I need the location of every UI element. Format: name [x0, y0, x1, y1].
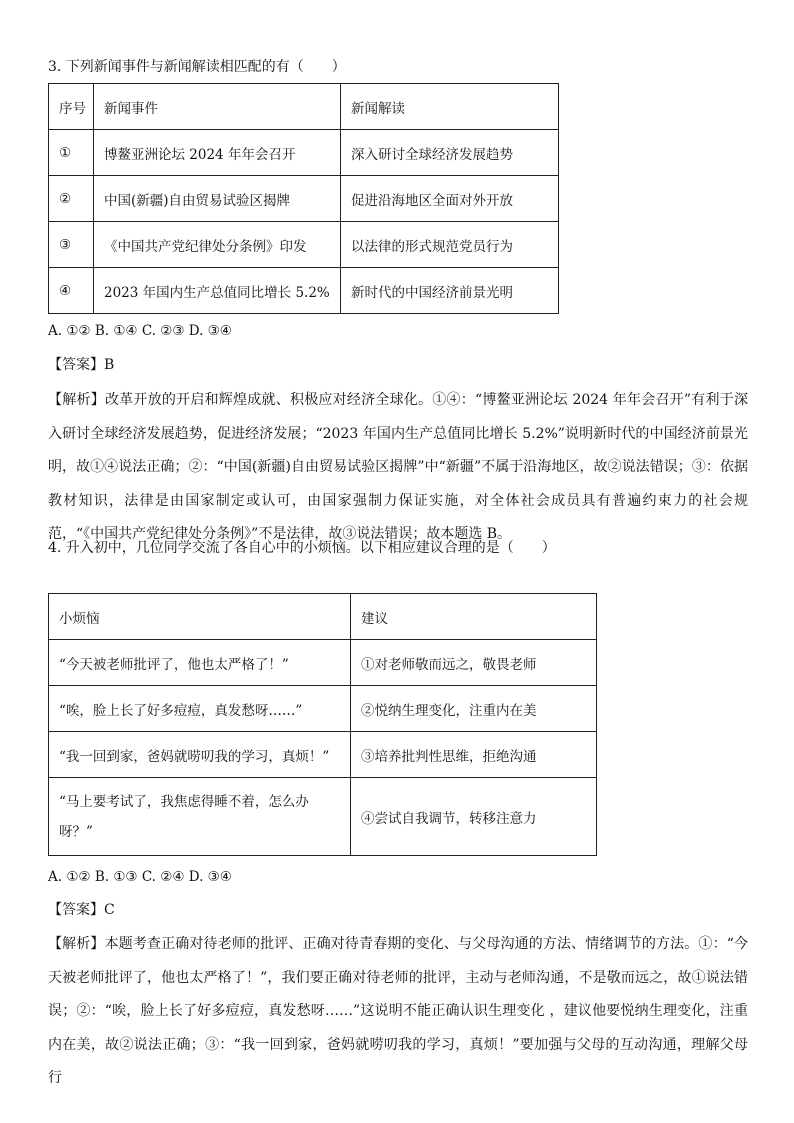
question-4-choices: A. ①② B. ①③ C. ②④ D. ③④	[48, 869, 232, 885]
table-cell: ③	[49, 222, 94, 268]
table-cell: ①	[49, 130, 94, 176]
answer-label: 【答案】	[48, 902, 104, 918]
table-row	[49, 176, 559, 222]
header-cell: 新闻事件	[94, 84, 341, 130]
table-header-row	[49, 594, 597, 640]
table-row	[49, 222, 559, 268]
table-row	[49, 686, 597, 732]
question-3-answer	[48, 355, 114, 375]
table-cell: 中国(新疆)自由贸易试验区揭牌	[94, 176, 341, 222]
analysis-label: 【解析】	[48, 392, 105, 408]
question-3-analysis	[48, 384, 748, 552]
table-cell: 促进沿海地区全面对外开放	[341, 176, 559, 222]
table-cell: ①对老师敬而远之，敬畏老师	[351, 640, 597, 686]
analysis-text: 本题考查正确对待老师的批评、正确对待青春期的变化、与父母沟通的方法、情绪调节的方法。①：“今天被老师批评了，他也太严格了！”，我们要正确对待老师的批评，主动与老师沟通，不是敬而远之，故①说法错误；②：“唉，脸上长了好多痘痘，真发愁呀……”这说明不能正确认识生理变化 ，建议他要悦纳生理变化，注重内在美，故②说法正确；③：“我一回到家，爸妈就唠叨我的学习，真烦！”要加强与父母的互动沟通，理解父母行	[48, 936, 749, 1086]
table-row	[49, 130, 559, 176]
table-row	[49, 268, 559, 314]
question-4-analysis	[48, 928, 748, 1096]
table-cell: 2023 年国内生产总值同比增长 5.2%	[94, 268, 341, 314]
question-3-title: 3. 下列新闻事件与新闻解读相匹配的有（ ）	[48, 59, 346, 75]
table-cell: “马上要考试了，我焦虑得睡不着，怎么办呀？”	[49, 778, 351, 856]
table-cell: “今天被老师批评了，他也太严格了！”	[49, 640, 351, 686]
table-cell: ③培养批判性思维，拒绝沟通	[351, 732, 597, 778]
answer-value: B	[104, 357, 115, 373]
table-row	[49, 778, 597, 856]
header-cell: 序号	[49, 84, 94, 130]
table-cell: 以法律的形式规范党员行为	[341, 222, 559, 268]
question-3-table	[48, 83, 559, 314]
table-cell: 新时代的中国经济前景光明	[341, 268, 559, 314]
analysis-text: 改革开放的开启和辉煌成就、积极应对经济全球化。①④：“博鳌亚洲论坛 2024 年年会召开”有利于深入研讨全球经济发展趋势，促进经济发展；“2023 年国内生产总值同比增长 5.2%”说明新时代的中国经济前景光明，故①④说法正确；②：“中国(新疆)自由贸易试验区揭牌”中“新疆”不属于沿海地区，故②说法错误；③：依据教材知识，法律是由国家制定或认可，由国家强制力保证实施，对全体社会成员具有普遍约束力的社会规范，“《中国共产党纪律处分条例》”不是法律，故③说法错误；故本题选 B。	[48, 392, 749, 542]
answer-value: C	[104, 902, 115, 918]
question-3-choices: A. ①② B. ①④ C. ②③ D. ③④	[48, 323, 232, 339]
table-cell: 《中国共产党纪律处分条例》印发	[94, 222, 341, 268]
table-cell: ④	[49, 268, 94, 314]
analysis-label: 【解析】	[48, 936, 105, 952]
table-cell: “唉，脸上长了好多痘痘，真发愁呀……”	[49, 686, 351, 732]
table-cell: ②悦纳生理变化，注重内在美	[351, 686, 597, 732]
question-4-title: 4. 升入初中，几位同学交流了各自心中的小烦恼。以下相应建议合理的是（ ）	[48, 540, 556, 556]
header-cell: 小烦恼	[49, 594, 351, 640]
header-cell: 新闻解读	[341, 84, 559, 130]
table-cell: ④尝试自我调节，转移注意力	[351, 778, 597, 856]
table-cell: “我一回到家，爸妈就唠叨我的学习，真烦！”	[49, 732, 351, 778]
table-row	[49, 732, 597, 778]
table-header-row	[49, 84, 559, 130]
table-cell: 博鳌亚洲论坛 2024 年年会召开	[94, 130, 341, 176]
answer-label: 【答案】	[48, 357, 104, 373]
table-row	[49, 640, 597, 686]
question-4-table	[48, 593, 597, 856]
table-cell: ②	[49, 176, 94, 222]
question-4-answer	[48, 900, 115, 920]
table-cell: 深入研讨全球经济发展趋势	[341, 130, 559, 176]
header-cell: 建议	[351, 594, 597, 640]
